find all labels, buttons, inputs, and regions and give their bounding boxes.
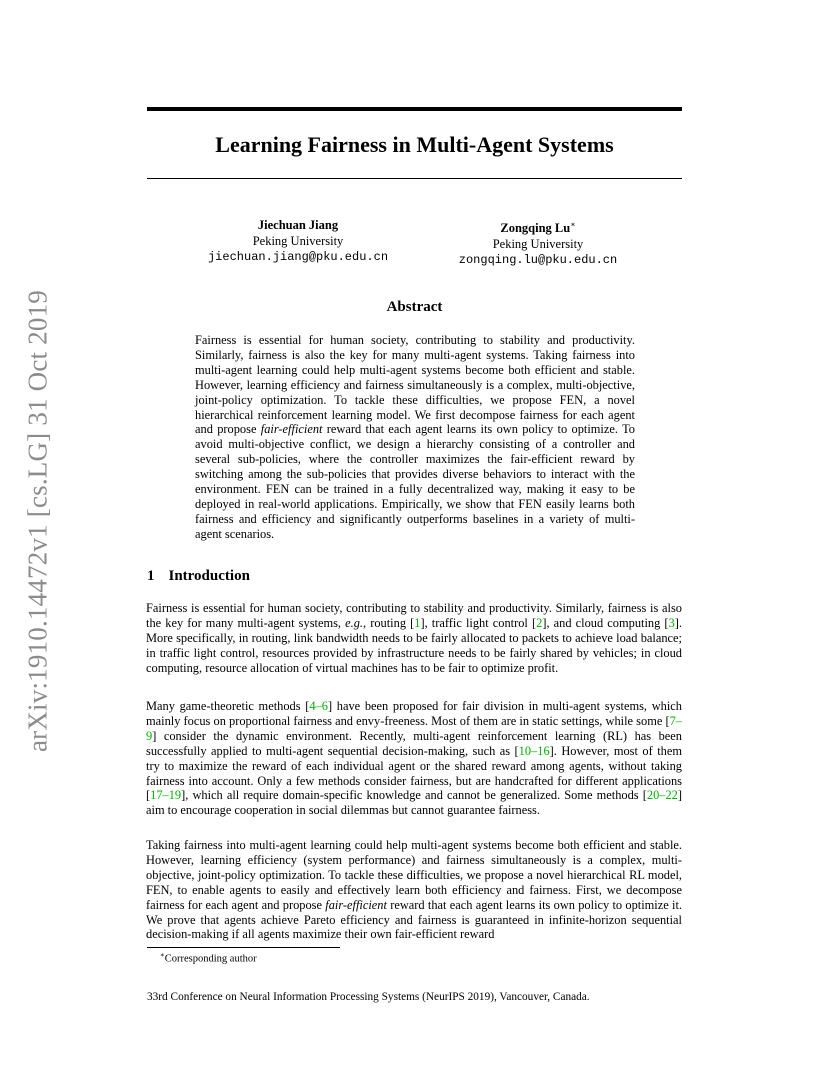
author-name: Jiechuan Jiang	[257, 218, 339, 232]
author-block-1	[168, 217, 428, 265]
author-affiliation: Peking University	[252, 234, 344, 248]
corresponding-author-marker: ∗	[570, 220, 576, 229]
author-name: Zongqing Lu∗	[500, 220, 576, 236]
section-heading	[147, 568, 250, 585]
citation-link[interactable]: 17–19	[150, 788, 182, 803]
text-run: ]. However, most of them try to maximize the reward of each individual agent or the shared reward among agents, without taking fairness into account. Only a few methods consider fairness, but are handcrafted for different applications [	[146, 743, 682, 803]
footnote	[160, 951, 257, 965]
citation-link[interactable]: 3	[668, 615, 675, 630]
paper-title: Learning Fairness in Multi-Agent Systems	[215, 132, 614, 157]
text-run: ]. More specifically, in routing, link bandwidth needs to be fairly allocated to packets to achieve load balance; in traffic light control, resources provided by infrastructure needs to be fairly shared by vehicles; in cloud computing, resource allocation of virtual machines has to be fair to optimize profit.	[146, 615, 682, 675]
text-run: Fairness is essential for human society, contributing to stability and productivity. Similarly, fairness is also the key for many multi-agent systems. Taking fairness into multi-agent learning could help multi-agent systems become both efficient and stable. However, learning efficiency and fairness simultaneously is a complex, multi-objective, joint-policy optimization. To tackle these difficulties, we propose FEN, a novel hierarchical reinforcement learning model. We first decompose fairness for each agent and propose	[195, 333, 635, 437]
text-run: Taking fairness into multi-agent learning could help multi-agent systems become both efficient and stable. However, learning efficiency (system performance) and fairness simultaneously is a complex, multi-objective, joint-policy optimization. To tackle these difficulties, we propose a novel hierarchical RL model, FEN, to enable agents to easily and effectively learn both efficiency and fairness. First, we decompose fairness for each agent and propose	[146, 838, 682, 912]
text-run: reward that each agent learns its own policy to optimize it. We prove that agents achieve Pareto efficiency and fairness is guaranteed in infinite-horizon sequential decision-making if all agents maximize their own fair-efficient reward	[146, 897, 682, 942]
text-run: Many game-theoretic methods [	[146, 699, 310, 713]
abstract-heading: Abstract	[386, 299, 443, 315]
conference-note: 33rd Conference on Neural Information Processing Systems (NeurIPS 2019), Vancouver, Canada.	[147, 991, 590, 1003]
intro-paragraph-1	[146, 601, 682, 676]
author-affiliation: Peking University	[492, 237, 584, 252]
text-run: , routing [	[363, 615, 415, 630]
author-email: jiechuan.jiang@pku.edu.cn	[207, 250, 389, 264]
title-rule-bottom	[147, 178, 682, 179]
text-run: ], traffic light control [	[420, 615, 537, 630]
footnote-rule	[147, 947, 340, 948]
section-title: Introduction	[168, 568, 250, 584]
text-run: ] consider the dynamic environment. Recently, multi-agent reinforcement learning (RL) has been successfully applied to multi-agent sequential decision-making, such as [	[146, 728, 682, 758]
author-email: zongqing.lu@pku.edu.cn	[458, 253, 618, 268]
emphasis-text: e.g.	[345, 615, 364, 630]
emphasis-text: fair-efficient	[325, 897, 387, 912]
text-run: ] aim to encourage cooperation in social dilemmas but cannot guarantee fairness.	[146, 788, 682, 818]
citation-link[interactable]: 2	[536, 615, 543, 630]
intro-paragraph-3	[146, 838, 682, 942]
citation-link[interactable]: 1	[414, 615, 421, 630]
citation-link[interactable]: 7–9	[146, 713, 682, 743]
citation-link[interactable]: 10–16	[518, 743, 550, 758]
text-run: ], which all require domain-specific knowledge and cannot be generalized. Some methods [	[181, 788, 647, 803]
text-run: Fairness is essential for human society, contributing to stability and productivity. Similarly, fairness is also the key for many multi-agent systems,	[146, 601, 682, 630]
section-number: 1	[147, 568, 155, 584]
citation-link[interactable]: 4–6	[309, 699, 328, 713]
intro-paragraph-2	[146, 699, 682, 818]
author-block-2	[408, 217, 668, 268]
text-run: ] have been proposed for fair division in multi-agent systems, which mainly focus on proportional fairness and envy-freeness. Most of them are in static settings, while some [	[146, 699, 682, 728]
arxiv-identifier-text: arXiv:1910.14472v1 [cs.LG] 31 Oct 2019	[22, 289, 53, 753]
abstract-body	[195, 333, 635, 542]
title-rule-top	[147, 107, 682, 111]
text-run: reward that each agent learns its own policy to optimize. To avoid multi-objective conflict, we design a hierarchy consisting of a controller and several sub-policies, where the controller maximizes the fair-efficient reward by switching among the sub-policies that provides diverse behaviors to interact with the environment. FEN can be trained in a fully decentralized way, making it easy to be deployed in real-world applications. Empirically, we show that FEN easily learns both fairness and efficiency and significantly outperforms baselines in a variety of multi-agent scenarios.	[195, 422, 635, 541]
emphasis-text: fair-efficient	[260, 422, 323, 437]
footnote-marker: ∗	[160, 951, 165, 959]
citation-link[interactable]: 20–22	[646, 788, 678, 803]
footnote-text: Corresponding author	[164, 953, 257, 965]
text-run: ], and cloud computing [	[542, 615, 669, 630]
